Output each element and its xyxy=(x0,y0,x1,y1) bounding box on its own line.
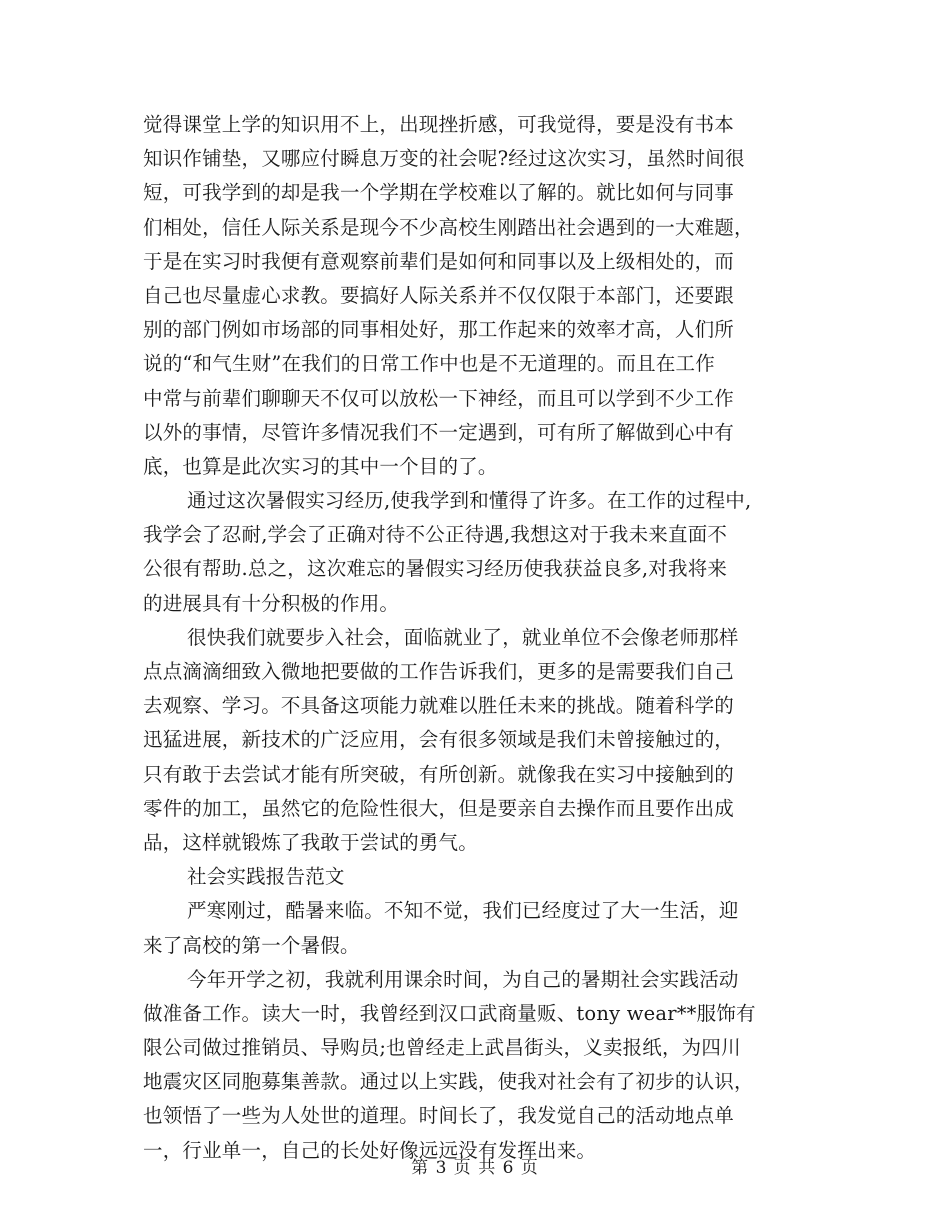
paragraph-start-line: 严寒刚过，酷暑来临。不知不觉，我们已经度过了大一生活，迎 xyxy=(187,899,739,923)
text-line: 别的部门例如市场部的同事相处好，那工作起来的效率才高，人们所 xyxy=(143,318,735,342)
text-line: 只有敢于去尝试才能有所突破，有所创新。就像我在实习中接触到的 xyxy=(143,762,735,786)
text-line: 一，行业单一，自己的长处好像远远没有发挥出来。 xyxy=(143,1138,597,1162)
text-line: 自己也尽量虚心求教。要搞好人际关系并不仅仅限于本部门，还要跟 xyxy=(143,283,735,307)
text-line: 限公司做过推销员、导购员;也曾经走上武昌街头，义卖报纸，为四川 xyxy=(143,1036,741,1060)
text-line: 短，可我学到的却是我一个学期在学校难以了解的。就比如何与同事 xyxy=(143,181,735,205)
text-line: 来了高校的第一个暑假。 xyxy=(143,933,360,957)
text-line: 做准备工作。读大一时，我曾经到汉口武商量贩、tony wear**服饰有 xyxy=(143,1001,756,1025)
paragraph-start-line: 通过这次暑假实习经历,使我学到和懂得了许多。在工作的过程中, xyxy=(187,489,752,513)
text-line: 们相处，信任人际关系是现今不少高校生刚踏出社会遇到的一大难题， xyxy=(143,215,754,239)
text-line: 公很有帮助.总之，这次难忘的暑假实习经历使我获益良多,对我将来 xyxy=(143,557,728,581)
text-line: 底，也算是此次实习的其中一个目的了。 xyxy=(143,454,498,478)
text-line: 点点滴滴细致入微地把要做的工作告诉我们，更多的是需要我们自己 xyxy=(143,660,735,683)
text-line: 觉得课堂上学的知识用不上，出现挫折感，可我觉得，要是没有书本 xyxy=(143,113,735,136)
text-line: 品，这样就锻炼了我敢于尝试的勇气。 xyxy=(143,830,478,854)
text-line: 地震灾区同胞募集善款。通过以上实践，使我对社会有了初步的认识， xyxy=(143,1070,754,1094)
text-line: 我学会了忍耐,学会了正确对待不公正待遇,我想这对于我未来直面不 xyxy=(143,523,728,547)
text-line: 说的“和气生财”在我们的日常工作中也是不无道理的。而且在工作 xyxy=(143,352,715,376)
text-line: 于是在实习时我便有意观察前辈们是如何和同事以及上级相处的，而 xyxy=(143,249,735,273)
paragraph-start-line: 今年开学之初，我就利用课余时间，为自己的暑期社会实践活动 xyxy=(187,967,739,991)
text-line: 知识作铺垫，又哪应付瞬息万变的社会呢?经过这次实习，虽然时间很 xyxy=(143,147,745,171)
text-line: 以外的事情，尽管许多情况我们不一定遇到，可有所了解做到心中有 xyxy=(143,420,735,444)
document-body xyxy=(143,108,823,1168)
text-line: 的进展具有十分积极的作用。 xyxy=(143,591,400,615)
paragraph-start-line: 很快我们就要步入社会，面临就业了，就业单位不会像老师那样 xyxy=(187,625,739,649)
text-line: 迅猛进展，新技术的广泛应用，会有很多领域是我们未曾接触过的， xyxy=(143,728,735,752)
text-line: 也领悟了一些为人处世的道理。时间长了，我发觉自己的活动地点单 xyxy=(143,1104,735,1128)
text-line: 去观察、学习。不具备这项能力就难以胜任未来的挑战。随着科学的 xyxy=(143,694,735,718)
section-heading: 社会实践报告范文 xyxy=(187,865,345,889)
text-line: 零件的加工，虽然它的危险性很大，但是要亲自去操作而且要作出成 xyxy=(143,796,735,820)
text-line: 中常与前辈们聊聊天不仅可以放松一下神经，而且可以学到不少工作 xyxy=(143,386,735,410)
page-number-footer: 第 3 页 共 6 页 xyxy=(411,1158,539,1178)
